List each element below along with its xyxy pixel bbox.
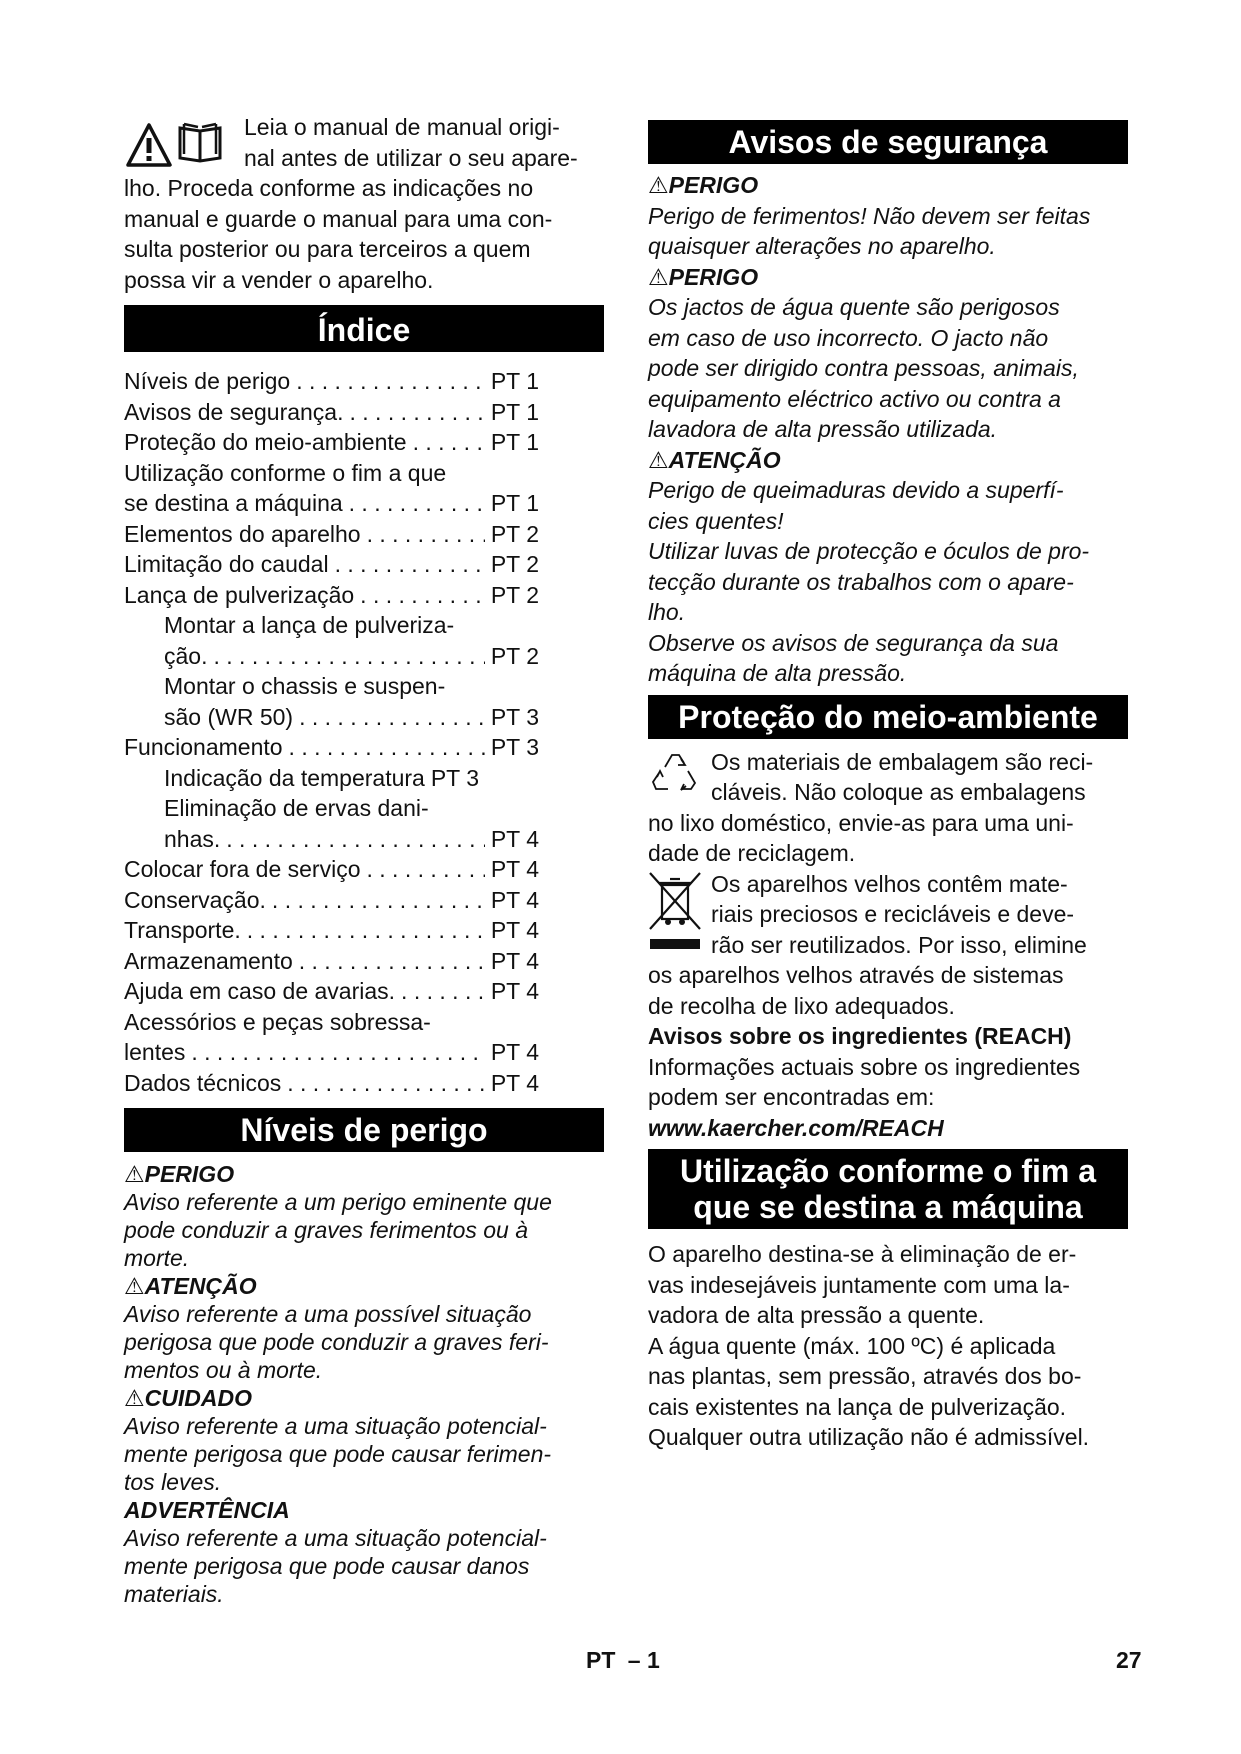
toc-item-page: PT 4 bbox=[490, 947, 539, 974]
level-label bbox=[124, 1384, 604, 1412]
safety-heading: Avisos de segurança bbox=[648, 120, 1128, 164]
toc-item-label: são (WR 50) bbox=[164, 703, 294, 730]
disposal-line: de recolha de lixo adequados. bbox=[648, 992, 955, 1019]
toc-leader-dots bbox=[247, 915, 485, 946]
toc-item bbox=[124, 488, 539, 519]
safety-line: Os jactos de água quente são perigosos bbox=[648, 294, 1060, 320]
level-description-line: materiais. bbox=[124, 1581, 224, 1607]
toc-item bbox=[124, 885, 539, 916]
level-description-line: Aviso referente a uma situação potencial- bbox=[124, 1413, 547, 1439]
toc-item-page: PT 1 bbox=[490, 368, 539, 394]
toc-item bbox=[124, 549, 539, 580]
toc-leader-dots bbox=[226, 824, 485, 855]
recycle-line: Os materiais de embalagem são reci- bbox=[711, 748, 1094, 775]
toc-leader-dots bbox=[335, 549, 485, 580]
warning-icon: ⚠ bbox=[124, 1273, 145, 1299]
toc-item-line: Utilização conforme o fim a que bbox=[124, 459, 447, 486]
toc-leader-dots bbox=[350, 397, 485, 428]
table-of-contents bbox=[124, 366, 539, 1098]
toc-item bbox=[124, 427, 539, 458]
toc-item bbox=[124, 976, 539, 1007]
safety-label-text: PERIGO bbox=[668, 172, 759, 198]
intro-line: Leia o manual de manual origi- bbox=[244, 114, 560, 140]
recycle-icon bbox=[648, 749, 702, 799]
warning-icon: ⚠ bbox=[648, 172, 669, 198]
recycle-line: cláveis. Não coloque as embalagens bbox=[711, 779, 1086, 805]
level-description-line: Aviso referente a um perigo eminente que bbox=[124, 1189, 552, 1215]
safety-line: Utilizar luvas de protecção e óculos de pro- bbox=[648, 538, 1090, 564]
safety-label bbox=[648, 445, 1128, 476]
toc-item-label: Armazenamento bbox=[124, 947, 293, 974]
toc-item bbox=[124, 1037, 539, 1068]
recycle-block bbox=[648, 747, 1128, 869]
usage-line: vas indesejáveis juntamente com uma la- bbox=[648, 1271, 1070, 1298]
usage-line: nas plantas, sem pressão, através dos bo- bbox=[648, 1363, 1082, 1389]
toc-item-label: Dados técnicos bbox=[124, 1069, 282, 1096]
level-description-line: Aviso referente a uma possível situação bbox=[124, 1301, 532, 1327]
level-description-line: mentos ou à morte. bbox=[124, 1357, 323, 1383]
toc-item-line: Acessórios e peças sobressa- bbox=[124, 1008, 431, 1035]
toc-item bbox=[124, 397, 539, 428]
toc-item-page: PT 4 bbox=[490, 856, 539, 882]
toc-item-label: nhas. bbox=[164, 825, 221, 852]
reach-line: Informações actuais sobre os ingredientes bbox=[648, 1053, 1081, 1080]
toc-leader-dots bbox=[401, 976, 485, 1007]
disposal-line: rão ser reutilizados. Por isso, elimine bbox=[711, 931, 1087, 958]
footer-lang: PT bbox=[586, 1647, 616, 1673]
level-description-line: mente perigosa que pode causar ferimen- bbox=[124, 1441, 552, 1467]
safety-line: Perigo de ferimentos! Não devem ser feitas bbox=[648, 202, 1091, 229]
toc-item-page: PT 4 bbox=[490, 978, 539, 1004]
toc-item-page: PT 3 bbox=[490, 703, 539, 730]
toc-heading: Índice bbox=[124, 305, 604, 352]
toc-item-label: Limitação do caudal bbox=[124, 551, 329, 577]
toc-leader-dots bbox=[360, 580, 485, 611]
toc-item-line: Eliminação de ervas dani- bbox=[164, 795, 429, 821]
toc-leader-dots bbox=[296, 366, 485, 397]
toc-item bbox=[124, 1068, 539, 1099]
safety-label-text: PERIGO bbox=[668, 263, 759, 290]
toc-item-page: PT 4 bbox=[490, 825, 539, 852]
footer-page-code bbox=[586, 1647, 660, 1674]
safety-line: em caso de uso incorrecto. O jacto não bbox=[648, 324, 1049, 351]
toc-item-label: Indicação da temperatura bbox=[164, 764, 425, 791]
safety-line: máquina de alta pressão. bbox=[648, 660, 907, 686]
levels-heading: Níveis de perigo bbox=[124, 1108, 604, 1152]
toc-leader-dots bbox=[349, 488, 485, 519]
warning-icon: ⚠ bbox=[124, 1161, 145, 1187]
toc-item-page: PT 4 bbox=[490, 886, 539, 913]
safety-line: Observe os avisos de segurança da sua bbox=[648, 629, 1059, 656]
recycle-line: no lixo doméstico, envie-as para uma uni- bbox=[648, 809, 1074, 836]
toc-item bbox=[124, 915, 539, 946]
toc-item bbox=[124, 519, 539, 550]
intro-icons bbox=[126, 118, 236, 172]
footer-code: – 1 bbox=[627, 1647, 660, 1673]
warning-icon bbox=[126, 122, 172, 168]
intro-line: sulta posterior ou para terceiros a quem bbox=[124, 236, 531, 262]
usage-text bbox=[648, 1239, 1128, 1453]
toc-item-page: PT 3 bbox=[430, 764, 479, 791]
level-label-text: CUIDADO bbox=[144, 1385, 252, 1411]
toc-leader-dots bbox=[367, 519, 485, 550]
toc-leader-dots bbox=[413, 427, 485, 458]
safety-label bbox=[648, 262, 1128, 293]
toc-leader-dots bbox=[367, 854, 485, 885]
toc-item-label: Proteção do meio-ambiente bbox=[124, 429, 407, 455]
toc-item-label: Ajuda em caso de avarias. bbox=[124, 978, 396, 1004]
toc-item-label: Conservação. bbox=[124, 886, 266, 913]
toc-item-page: PT 1 bbox=[490, 398, 539, 425]
toc-item-page: PT 4 bbox=[490, 1069, 539, 1096]
toc-item-label: Elementos do aparelho bbox=[124, 520, 361, 547]
toc-leader-dots bbox=[287, 1068, 485, 1099]
toc-item bbox=[124, 946, 539, 977]
reach-line: podem ser encontradas em: bbox=[648, 1084, 935, 1110]
toc-leader-dots bbox=[299, 702, 485, 733]
usage-heading-line: Utilização conforme o fim a bbox=[679, 1153, 1097, 1189]
toc-item bbox=[124, 580, 539, 611]
safety-notices bbox=[648, 170, 1128, 689]
toc-item-label: Funcionamento bbox=[124, 734, 283, 760]
toc-item-label: Colocar fora de serviço bbox=[124, 856, 361, 882]
toc-item bbox=[124, 702, 539, 733]
usage-line: vadora de alta pressão a quente. bbox=[648, 1302, 985, 1328]
environment-heading: Proteção do meio-ambiente bbox=[648, 695, 1128, 739]
toc-item-line: Montar a lança de pulveriza- bbox=[164, 612, 455, 638]
toc-item-label: Avisos de segurança. bbox=[124, 398, 344, 425]
level-label-text: ADVERTÊNCIA bbox=[124, 1497, 290, 1523]
toc-leader-dots bbox=[191, 1037, 484, 1068]
footer-page-number: 27 bbox=[1116, 1647, 1142, 1673]
toc-item-page: PT 2 bbox=[490, 642, 539, 669]
recycle-line: dade de reciclagem. bbox=[648, 840, 856, 866]
disposal-line: os aparelhos velhos através de sistemas bbox=[648, 962, 1064, 988]
level-description-line: Aviso referente a uma situação potencial- bbox=[124, 1525, 547, 1551]
toc-leader-dots bbox=[272, 885, 485, 916]
toc-item-line: Montar o chassis e suspen- bbox=[164, 673, 446, 699]
reach-url[interactable]: www.kaercher.com/REACH bbox=[648, 1114, 944, 1141]
level-label bbox=[124, 1496, 604, 1524]
disposal-block bbox=[648, 869, 1128, 1022]
toc-item-label: Lança de pulverização bbox=[124, 581, 355, 608]
safety-line: equipamento eléctrico activo ou contra a bbox=[648, 385, 1061, 412]
toc-item bbox=[124, 641, 539, 672]
level-label-text: ATENÇÃO bbox=[144, 1273, 257, 1299]
level-description-line: tos leves. bbox=[124, 1469, 222, 1495]
safety-label-text: ATENÇÃO bbox=[668, 446, 781, 473]
toc-item-page: PT 3 bbox=[490, 734, 539, 760]
level-description-line: pode conduzir a graves ferimentos ou à bbox=[124, 1217, 529, 1243]
safety-line: lavadora de alta pressão utilizada. bbox=[648, 416, 998, 442]
toc-leader-dots bbox=[289, 732, 485, 763]
level-description-line: mente perigosa que pode causar danos bbox=[124, 1553, 530, 1579]
warning-icon: ⚠ bbox=[648, 446, 669, 473]
environment-section bbox=[648, 747, 1128, 1144]
safety-line: cies quentes! bbox=[648, 507, 784, 534]
usage-line: O aparelho destina-se à eliminação de er- bbox=[648, 1241, 1077, 1267]
level-description-line: morte. bbox=[124, 1245, 190, 1271]
usage-heading bbox=[648, 1149, 1128, 1229]
toc-item bbox=[124, 854, 539, 885]
level-label bbox=[124, 1160, 604, 1188]
toc-item-page: PT 4 bbox=[490, 1039, 539, 1065]
toc-item-page: PT 4 bbox=[490, 917, 539, 943]
toc-item-label: Transporte. bbox=[124, 917, 241, 943]
usage-heading-line: que se destina a máquina bbox=[693, 1189, 1083, 1225]
usage-line: A água quente (máx. 100 ºC) é aplicada bbox=[648, 1332, 1056, 1359]
toc-item bbox=[124, 763, 539, 794]
toc-item-page: PT 2 bbox=[490, 520, 539, 547]
usage-line: Qualquer outra utilização não é admissível. bbox=[648, 1424, 1090, 1450]
usage-line: cais existentes na lança de pulverização. bbox=[648, 1393, 1067, 1420]
safety-line: pode ser dirigido contra pessoas, animais, bbox=[648, 355, 1079, 381]
warning-icon: ⚠ bbox=[648, 263, 669, 290]
toc-item-page: PT 1 bbox=[490, 429, 539, 455]
safety-line: lho. bbox=[648, 599, 686, 625]
disposal-line: Os aparelhos velhos contêm mate- bbox=[711, 870, 1068, 897]
toc-item bbox=[124, 732, 539, 763]
safety-line: quaisquer alterações no aparelho. bbox=[648, 233, 996, 259]
toc-leader-dots bbox=[299, 946, 485, 977]
toc-item-label: lentes bbox=[124, 1039, 186, 1065]
toc-leader-dots bbox=[213, 641, 484, 672]
book-icon bbox=[176, 120, 224, 166]
toc-item-page: PT 1 bbox=[490, 490, 539, 516]
safety-label bbox=[648, 170, 1128, 201]
toc-item bbox=[124, 366, 539, 397]
intro-section bbox=[124, 112, 604, 295]
intro-line: nal antes de utilizar o seu apare- bbox=[244, 144, 578, 171]
level-label bbox=[124, 1272, 604, 1300]
danger-levels bbox=[124, 1160, 604, 1608]
intro-line: possa vir a vender o aparelho. bbox=[124, 266, 434, 293]
intro-line: manual e guarde o manual para uma con- bbox=[124, 205, 553, 232]
toc-item bbox=[124, 824, 539, 855]
warning-icon: ⚠ bbox=[124, 1385, 145, 1411]
level-description-line: perigosa que pode conduzir a graves feri- bbox=[124, 1329, 549, 1355]
disposal-line: riais preciosos e recicláveis e deve- bbox=[711, 901, 1075, 927]
toc-item-label: ção. bbox=[164, 642, 208, 669]
crossed-bin-icon bbox=[648, 871, 702, 955]
right-column bbox=[648, 120, 1128, 1453]
toc-item-page: PT 2 bbox=[490, 581, 539, 608]
level-label-text: PERIGO bbox=[144, 1161, 235, 1187]
toc-item-page: PT 2 bbox=[490, 551, 539, 577]
toc-item-label: Níveis de perigo bbox=[124, 368, 291, 394]
intro-line: lho. Proceda conforme as indicações no bbox=[124, 175, 534, 201]
reach-title: Avisos sobre os ingredientes (REACH) bbox=[648, 1023, 1072, 1049]
toc-item-label: se destina a máquina bbox=[124, 490, 343, 516]
safety-line: tecção durante os trabalhos com o apare- bbox=[648, 568, 1074, 595]
safety-line: Perigo de queimaduras devido a superfí- bbox=[648, 477, 1064, 503]
left-column bbox=[124, 112, 604, 1608]
